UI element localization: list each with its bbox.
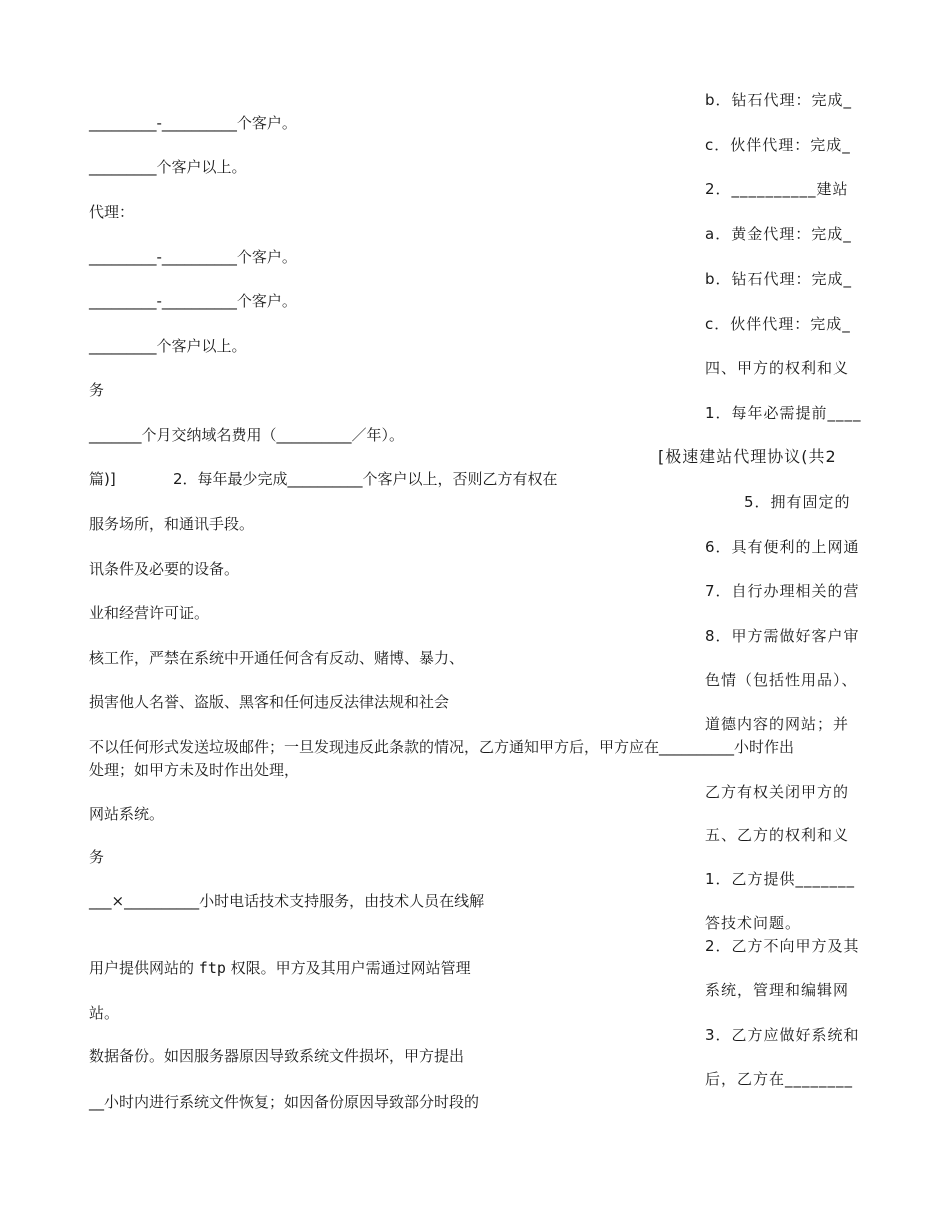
text-line: 处理；如甲方未及时作出处理， xyxy=(89,761,300,779)
text-line: 务 xyxy=(89,381,105,399)
text-line: b．钻石代理：完成_ xyxy=(705,91,853,109)
text-line: 后，乙方在________ xyxy=(705,1070,854,1088)
text-line: 2．乙方不向甲方及其 xyxy=(705,937,860,955)
text-line xyxy=(89,958,471,978)
text-line: b．钻石代理：完成_ xyxy=(705,270,853,288)
text-line: 3．乙方应做好系统和 xyxy=(705,1026,860,1044)
text-line: _______个月交纳域名费用（__________／年）。 xyxy=(89,426,405,444)
text-line: 篇)] xyxy=(89,470,116,488)
text-line: 业和经营许可证。 xyxy=(89,604,210,622)
text-line: 2．每年最少完成__________个客户以上，否则乙方有权在 xyxy=(173,470,558,488)
text-line: _________个客户以上。 xyxy=(89,337,247,355)
text-line: 1．乙方提供_______ xyxy=(705,870,856,888)
text-line: 核工作，严禁在系统中开通任何含有反动、赌博、暴力、 xyxy=(89,649,465,667)
text-line: c．伙伴代理：完成_ xyxy=(705,136,851,154)
text-line: 数据备份。如因服务器原因导致系统文件损坏，甲方提出 xyxy=(89,1047,465,1065)
text-line: 5．拥有固定的 xyxy=(744,493,851,511)
text-line: 系统，管理和编辑网 xyxy=(705,981,850,999)
text-line: 不以任何形式发送垃圾邮件；一旦发现违反此条款的情况，乙方通知甲方后，甲方应在__________小时作出 xyxy=(89,738,795,756)
text-line: 乙方有权关闭甲方的 xyxy=(705,783,850,801)
text-line: _________-__________个客户。 xyxy=(89,114,297,132)
text-line: 色情（包括性用品）、 xyxy=(705,671,858,689)
code-text: ftp xyxy=(198,959,226,977)
text-line: 网站系统。 xyxy=(89,805,165,823)
text-line: 道德内容的网站；并 xyxy=(705,715,850,733)
text-line: 6．具有便利的上网通 xyxy=(705,538,860,556)
text-line: __小时内进行系统文件恢复；如因备份原因导致部分时段的 xyxy=(89,1093,480,1111)
text-line: 7．自行办理相关的营 xyxy=(705,582,860,600)
text-line: 服务场所，和通讯手段。 xyxy=(89,515,255,533)
text-line: _________-__________个客户。 xyxy=(89,248,297,266)
text-span: 权限。甲方及其用户需通过网站管理 xyxy=(230,959,471,977)
text-line: 答技术问题。 xyxy=(705,914,802,932)
text-line: _________个客户以上。 xyxy=(89,158,247,176)
text-line: 1．每年必需提前____ xyxy=(705,404,862,422)
text-line: 五、乙方的权利和义 xyxy=(705,826,850,844)
text-line: 8．甲方需做好客户审 xyxy=(705,627,860,645)
text-line: c．伙伴代理：完成_ xyxy=(705,315,851,333)
text-line: 务 xyxy=(89,848,105,866)
text-line: 代理： xyxy=(89,203,135,221)
text-line: 损害他人名誉、盗版、黑客和任何违反法律法规和社会 xyxy=(89,693,450,711)
text-line: 讯条件及必要的设备。 xyxy=(89,560,240,578)
text-line: 站。 xyxy=(89,1004,120,1022)
text-line: a．黄金代理：完成_ xyxy=(705,225,852,243)
document-title: [极速建站代理协议(共2 xyxy=(658,447,837,466)
text-line: 2．__________建站 xyxy=(705,180,849,198)
text-span: 用户提供网站的 xyxy=(89,959,195,977)
text-line: _________-__________个客户。 xyxy=(89,292,297,310)
text-line: ___×__________小时电话技术支持服务，由技术人员在线解 xyxy=(89,892,485,910)
text-line: 四、甲方的权利和义 xyxy=(705,359,850,377)
